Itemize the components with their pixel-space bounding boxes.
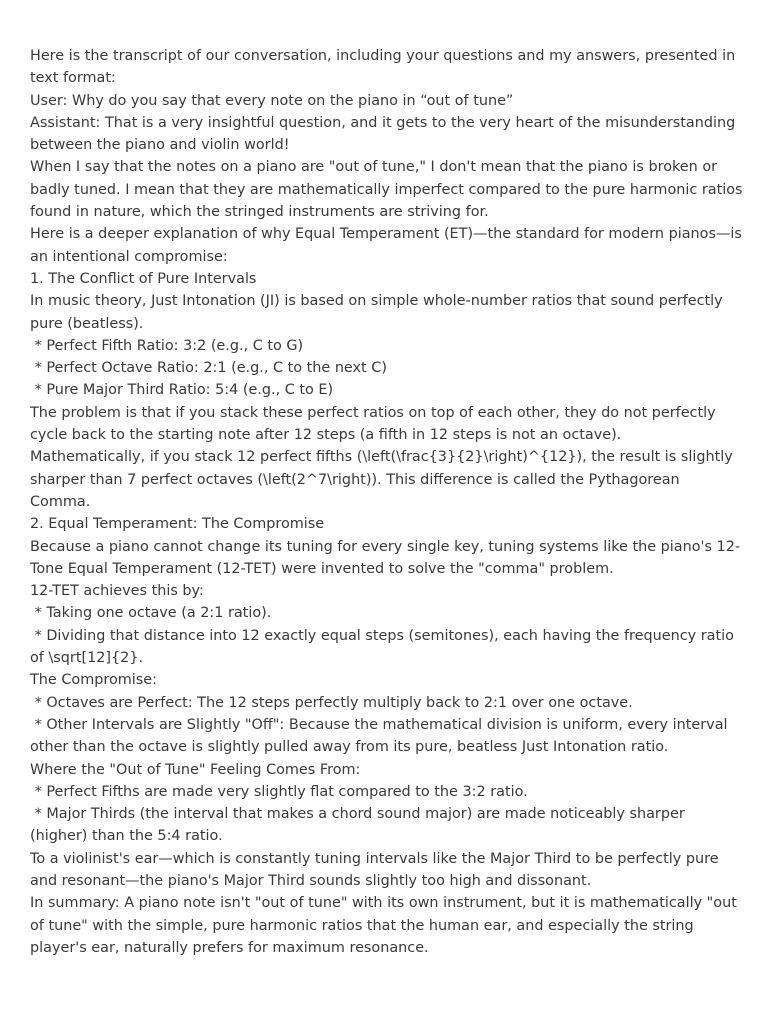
paragraph-user-question: User: Why do you say that every note on the piano in “out of tune” <box>30 92 514 109</box>
list-item-major-third: * Pure Major Third Ratio: 5:4 (e.g., C to E) <box>30 382 334 399</box>
paragraph-pythagorean-comma: Mathematically, if you stack 12 perfect fifths (\left(\frac{3}{2}\right)^{12}), the result is slightly sharper than 7 perfect octaves (\left(2^7\right)). This difference is called the Pythagorean Comma. <box>30 449 738 510</box>
list-item-octaves-perfect: * Octaves are Perfect: The 12 steps perfectly multiply back to 2:1 over one octave. <box>30 694 633 711</box>
paragraph-deeper-explanation: Here is a deeper explanation of why Equal Temperament (ET)—the standard for modern pianos—is an intentional compromise: <box>30 226 747 265</box>
paragraph-12-tet-achieves: 12-TET achieves this by: <box>30 583 204 600</box>
transcript-text <box>30 45 748 959</box>
paragraph-assistant-reply: Assistant: That is a very insightful question, and it gets to the very heart of the misunderstanding between the piano and violin world! <box>30 114 740 154</box>
paragraph-out-of-tune-meaning: When I say that the notes on a piano are "out of tune," I don't mean that the piano is broken or badly tuned. I mean that they are mathematically imperfect compared to the pure harmonic ratios found in nature, which the stringed instruments are striving for. <box>30 159 748 221</box>
section-heading-pure-intervals: 1. The Conflict of Pure Intervals <box>30 270 257 287</box>
paragraph-12-tet-intro: Because a piano cannot change its tuning for every single key, tuning systems like the piano's 12-Tone Equal Temperament (12-TET) were invented to solve the "comma" problem. <box>30 538 741 577</box>
paragraph-just-intonation: In music theory, Just Intonation (JI) is based on simple whole-number ratios that sound perfectly pure (beatless). <box>30 293 728 332</box>
paragraph-violinist-ear: To a violinist's ear—which is constantly tuning intervals like the Major Third to be perfectly pure and resonant—the piano's Major Third sounds slightly too high and dissonant. <box>30 850 724 889</box>
list-item-perfect-octave: * Perfect Octave Ratio: 2:1 (e.g., C to the next C) <box>30 360 387 377</box>
list-item-dividing-distance: * Dividing that distance into 12 exactly equal steps (semitones), each having the frequency ratio of \sqrt[12]{2}. <box>30 627 739 667</box>
list-item-thirds-sharp: * Major Thirds (the interval that makes a chord sound major) are made noticeably sharper (higher) than the 5:4 ratio. <box>30 806 690 845</box>
list-item-other-intervals: * Other Intervals are Slightly "Off": Because the mathematical division is uniform, every interval other than the octave is slightly pulled away from its pure, beatless Just Intonation ratio. <box>30 716 733 756</box>
list-item-perfect-fifth: * Perfect Fifth Ratio: 3:2 (e.g., C to G) <box>30 337 304 354</box>
paragraph-summary: In summary: A piano note isn't "out of tune" with its own instrument, but it is mathematically "out of tune" with the simple, pure harmonic ratios that the human ear, and especially the string player's ear, naturally prefers for maximum resonance. <box>30 895 742 956</box>
paragraph-intro: Here is the transcript of our conversation, including your questions and my answers, presented in text format: <box>30 48 740 87</box>
paragraph-compromise-heading: The Compromise: <box>30 672 157 689</box>
list-item-taking-octave: * Taking one octave (a 2:1 ratio). <box>30 605 272 622</box>
list-item-fifths-flat: * Perfect Fifths are made very slightly flat compared to the 3:2 ratio. <box>30 783 528 800</box>
paragraph-feeling-heading: Where the "Out of Tune" Feeling Comes From: <box>30 761 361 778</box>
section-heading-equal-temperament: 2. Equal Temperament: The Compromise <box>30 516 325 533</box>
paragraph-stacking-problem: The problem is that if you stack these perfect ratios on top of each other, they do not perfectly cycle back to the starting note after 12 steps (a fifth in 12 steps is not an octave). <box>30 404 721 444</box>
